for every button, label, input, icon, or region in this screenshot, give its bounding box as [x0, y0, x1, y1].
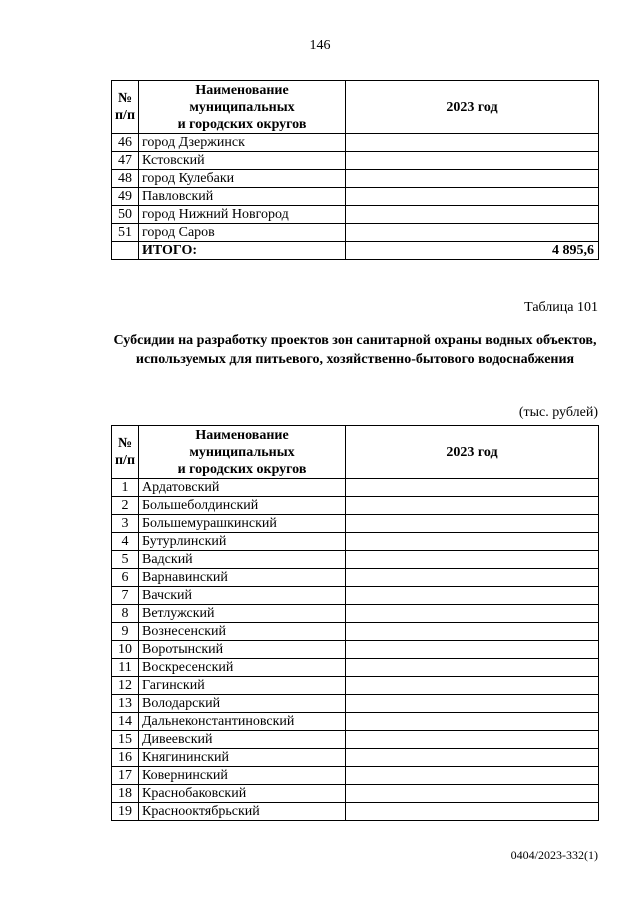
- table-row: [112, 677, 599, 695]
- page-number: 146: [309, 38, 331, 53]
- row-name: Краснобаковский: [139, 785, 346, 803]
- row-value: [346, 785, 599, 803]
- row-name: Княгининский: [139, 749, 346, 767]
- row-value: [346, 623, 599, 641]
- header-name-line1: Наименование: [195, 82, 289, 98]
- table-row: [112, 479, 599, 497]
- row-number: 7: [112, 587, 139, 605]
- row-value: [346, 569, 599, 587]
- row-number: 16: [112, 749, 139, 767]
- row-name: Вознесенский: [139, 623, 346, 641]
- row-number: 3: [112, 515, 139, 533]
- row-name: город Дзержинск: [139, 134, 346, 152]
- row-number: 8: [112, 605, 139, 623]
- row-name: Ковернинский: [139, 767, 346, 785]
- table-row: [112, 641, 599, 659]
- row-name: Вачский: [139, 587, 346, 605]
- row-name: Ардатовский: [139, 479, 346, 497]
- row-name: Володарский: [139, 695, 346, 713]
- row-number: 18: [112, 785, 139, 803]
- row-name: Гагинский: [139, 677, 346, 695]
- table-body: [112, 479, 599, 821]
- row-name: Кстовский: [139, 152, 346, 170]
- row-number: 14: [112, 713, 139, 731]
- row-name: Павловский: [139, 188, 346, 206]
- row-value: [346, 533, 599, 551]
- row-name: Большемурашкинский: [139, 515, 346, 533]
- row-number: 13: [112, 695, 139, 713]
- header-num: № п/п: [112, 81, 139, 134]
- table-row: [112, 533, 599, 551]
- header-name-line2: муниципальных: [189, 444, 295, 460]
- total-row: [112, 242, 599, 260]
- row-number: 48: [112, 170, 139, 188]
- row-number: 46: [112, 134, 139, 152]
- table-row: [112, 170, 599, 188]
- table-row: [112, 551, 599, 569]
- table-row: [112, 134, 599, 152]
- total-empty-cell: [112, 242, 139, 260]
- row-name: город Кулебаки: [139, 170, 346, 188]
- row-value: [346, 641, 599, 659]
- row-number: 50: [112, 206, 139, 224]
- header-year: 2023 год: [346, 81, 599, 134]
- table-row: [112, 695, 599, 713]
- row-value: [346, 677, 599, 695]
- header-name-line3: и городских округов: [177, 461, 307, 477]
- row-number: 2: [112, 497, 139, 515]
- table-header-row: [112, 81, 599, 134]
- row-number: 1: [112, 479, 139, 497]
- row-value: [346, 695, 599, 713]
- table-row: [112, 749, 599, 767]
- table-row: [112, 152, 599, 170]
- document-code: 0404/2023-332(1): [510, 848, 598, 862]
- row-value: [346, 134, 599, 152]
- row-value: [346, 551, 599, 569]
- header-name-line3: и городских округов: [177, 116, 307, 132]
- row-name: Бутурлинский: [139, 533, 346, 551]
- row-value: [346, 587, 599, 605]
- row-number: 10: [112, 641, 139, 659]
- row-value: [346, 731, 599, 749]
- row-name: Воротынский: [139, 641, 346, 659]
- table-row: [112, 569, 599, 587]
- row-name: Большеболдинский: [139, 497, 346, 515]
- table-row: [112, 731, 599, 749]
- row-number: 47: [112, 152, 139, 170]
- table-row: [112, 515, 599, 533]
- table-row: [112, 497, 599, 515]
- row-number: 6: [112, 569, 139, 587]
- header-year: 2023 год: [346, 426, 599, 479]
- header-name-line1: Наименование: [195, 427, 289, 443]
- row-value: [346, 152, 599, 170]
- total-label: ИТОГО:: [139, 242, 346, 260]
- row-number: 15: [112, 731, 139, 749]
- row-value: [346, 479, 599, 497]
- row-value: [346, 803, 599, 821]
- row-value: [346, 767, 599, 785]
- total-value: 4 895,6: [346, 242, 599, 260]
- row-value: [346, 224, 599, 242]
- row-name: Дальнеконстантиновский: [139, 713, 346, 731]
- header-name: [139, 81, 346, 134]
- row-value: [346, 749, 599, 767]
- table-row: [112, 659, 599, 677]
- row-number: 49: [112, 188, 139, 206]
- row-number: 5: [112, 551, 139, 569]
- row-name: Вадский: [139, 551, 346, 569]
- row-value: [346, 605, 599, 623]
- row-number: 19: [112, 803, 139, 821]
- row-name: Воскресенский: [139, 659, 346, 677]
- table-row: [112, 803, 599, 821]
- table-row: [112, 224, 599, 242]
- header-num: № п/п: [112, 426, 139, 479]
- row-name: Краснооктябрьский: [139, 803, 346, 821]
- row-number: 4: [112, 533, 139, 551]
- table-row: [112, 785, 599, 803]
- table-row: [112, 587, 599, 605]
- row-name: город Саров: [139, 224, 346, 242]
- row-value: [346, 188, 599, 206]
- table-row: [112, 188, 599, 206]
- table-subsidies-continued: [111, 80, 599, 260]
- table-row: [112, 623, 599, 641]
- row-name: Дивеевский: [139, 731, 346, 749]
- row-number: 17: [112, 767, 139, 785]
- row-value: [346, 713, 599, 731]
- table-row: [112, 713, 599, 731]
- table-row: [112, 767, 599, 785]
- table-body: [112, 134, 599, 242]
- header-name-line2: муниципальных: [189, 99, 295, 115]
- header-name: [139, 426, 346, 479]
- row-number: 9: [112, 623, 139, 641]
- row-value: [346, 170, 599, 188]
- row-number: 12: [112, 677, 139, 695]
- units-label: (тыс. рублей): [518, 405, 598, 420]
- row-value: [346, 206, 599, 224]
- row-number: 51: [112, 224, 139, 242]
- row-value: [346, 515, 599, 533]
- table-caption: Таблица 101: [524, 300, 598, 315]
- table-header-row: [112, 426, 599, 479]
- table-row: [112, 605, 599, 623]
- row-value: [346, 497, 599, 515]
- row-value: [346, 659, 599, 677]
- row-name: город Нижний Новгород: [139, 206, 346, 224]
- row-name: Ветлужский: [139, 605, 346, 623]
- row-number: 11: [112, 659, 139, 677]
- table-title: Субсидии на разработку проектов зон санитарной охраны водных объектов, используемых для питьевого, хозяйственно-бытового водоснабжения: [113, 333, 597, 367]
- row-name: Варнавинский: [139, 569, 346, 587]
- table-row: [112, 206, 599, 224]
- table-water-protection-subsidies: [111, 425, 599, 821]
